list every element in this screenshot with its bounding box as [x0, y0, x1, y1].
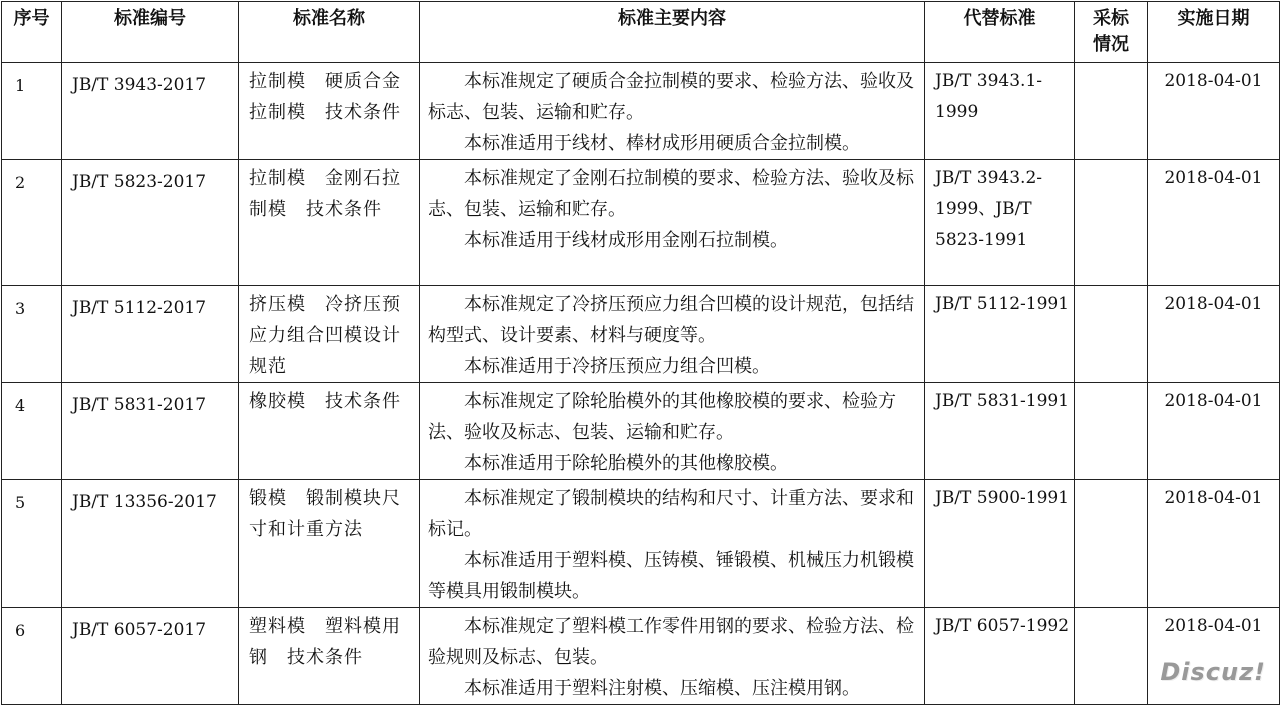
standard-content: [420, 63, 925, 160]
row-number: 2: [2, 160, 62, 286]
adoption-status: [1075, 286, 1148, 383]
effective-date: 2018-04-01: [1148, 63, 1280, 160]
standard-name: 塑料模 塑料模用钢 技术条件: [239, 608, 420, 705]
header-name: 标准名称: [239, 2, 420, 63]
content-paragraph: 本标准适用于除轮胎模外的其他橡胶模。: [464, 453, 788, 474]
adoption-status: [1075, 63, 1148, 160]
replaced-standard: JB/T 5831-1991: [925, 383, 1075, 480]
adoption-status: [1075, 480, 1148, 608]
header-date: 实施日期: [1148, 2, 1280, 63]
replaced-standard: JB/T 5112-1991: [925, 286, 1075, 383]
effective-date: 2018-04-01: [1148, 383, 1280, 480]
table-row: [2, 63, 1280, 160]
content-paragraph: 本标准规定了金刚石拉制模的要求、检验方法、验收及标志、包装、运输和贮存。: [428, 168, 914, 220]
row-number: 5: [2, 480, 62, 608]
standard-content: [420, 160, 925, 286]
content-paragraph: 本标准规定了塑料模工作零件用钢的要求、检验方法、检验规则及标志、包装。: [428, 616, 914, 668]
header-replaces: 代替标准: [925, 2, 1075, 63]
header-code: 标准编号: [62, 2, 239, 63]
content-paragraph: 本标准规定了冷挤压预应力组合凹模的设计规范，包括结构型式、设计要素、材料与硬度等。: [428, 294, 914, 346]
table-row: [2, 608, 1280, 705]
content-paragraph: 本标准适用于线材成形用金刚石拉制模。: [464, 230, 788, 251]
standard-name: 拉制模 金刚石拉制模 技术条件: [239, 160, 420, 286]
table-row: [2, 383, 1280, 480]
content-paragraph: 本标准规定了硬质合金拉制模的要求、检验方法、验收及标志、包装、运输和贮存。: [428, 71, 914, 123]
standard-content: [420, 480, 925, 608]
effective-date: 2018-04-01: [1148, 160, 1280, 286]
adoption-status: [1075, 160, 1148, 286]
row-number: 1: [2, 63, 62, 160]
header-row: [2, 2, 1280, 63]
replaced-standard: JB/T 6057-1992: [925, 608, 1075, 705]
adoption-status: [1075, 608, 1148, 705]
effective-date: 2018-04-01: [1148, 608, 1280, 705]
row-number: 6: [2, 608, 62, 705]
table-row: [2, 480, 1280, 608]
content-paragraph: 本标准适用于塑料模、压铸模、锤锻模、机械压力机锻模等模具用锻制模块。: [428, 550, 914, 602]
discuz-watermark: Discuz!: [1160, 658, 1266, 686]
standard-content: [420, 608, 925, 705]
table-row: [2, 160, 1280, 286]
content-paragraph: 本标准规定了除轮胎模外的其他橡胶模的要求、检验方法、验收及标志、包装、运输和贮存。: [428, 391, 896, 443]
standard-code: JB/T 3943-2017: [62, 63, 239, 160]
replaced-standard: JB/T 3943.2-1999、JB/T 5823-1991: [925, 160, 1075, 286]
standard-code: JB/T 13356-2017: [62, 480, 239, 608]
header-no: 序号: [2, 2, 62, 63]
content-paragraph: 本标准适用于塑料注射模、压缩模、压注模用钢。: [464, 678, 860, 699]
content-paragraph: 本标准适用于线材、棒材成形用硬质合金拉制模。: [464, 133, 860, 154]
content-paragraph: 本标准适用于冷挤压预应力组合凹模。: [464, 356, 770, 377]
row-number: 4: [2, 383, 62, 480]
table-row: [2, 286, 1280, 383]
header-adopt: 采标情况: [1075, 2, 1148, 63]
standard-content: [420, 383, 925, 480]
standard-name: 锻模 锻制模块尺寸和计重方法: [239, 480, 420, 608]
row-number: 3: [2, 286, 62, 383]
replaced-standard: JB/T 3943.1-1999: [925, 63, 1075, 160]
standard-code: JB/T 5823-2017: [62, 160, 239, 286]
standard-content: [420, 286, 925, 383]
standard-code: JB/T 5112-2017: [62, 286, 239, 383]
standard-name: 挤压模 冷挤压预应力组合凹模设计规范: [239, 286, 420, 383]
header-content: 标准主要内容: [420, 2, 925, 63]
content-paragraph: 本标准规定了锻制模块的结构和尺寸、计重方法、要求和标记。: [428, 488, 914, 540]
replaced-standard: JB/T 5900-1991: [925, 480, 1075, 608]
standard-code: JB/T 6057-2017: [62, 608, 239, 705]
standard-name: 拉制模 硬质合金拉制模 技术条件: [239, 63, 420, 160]
effective-date: 2018-04-01: [1148, 286, 1280, 383]
standard-code: JB/T 5831-2017: [62, 383, 239, 480]
standards-table: [1, 1, 1280, 705]
standard-name: 橡胶模 技术条件: [239, 383, 420, 480]
adoption-status: [1075, 383, 1148, 480]
effective-date: 2018-04-01: [1148, 480, 1280, 608]
